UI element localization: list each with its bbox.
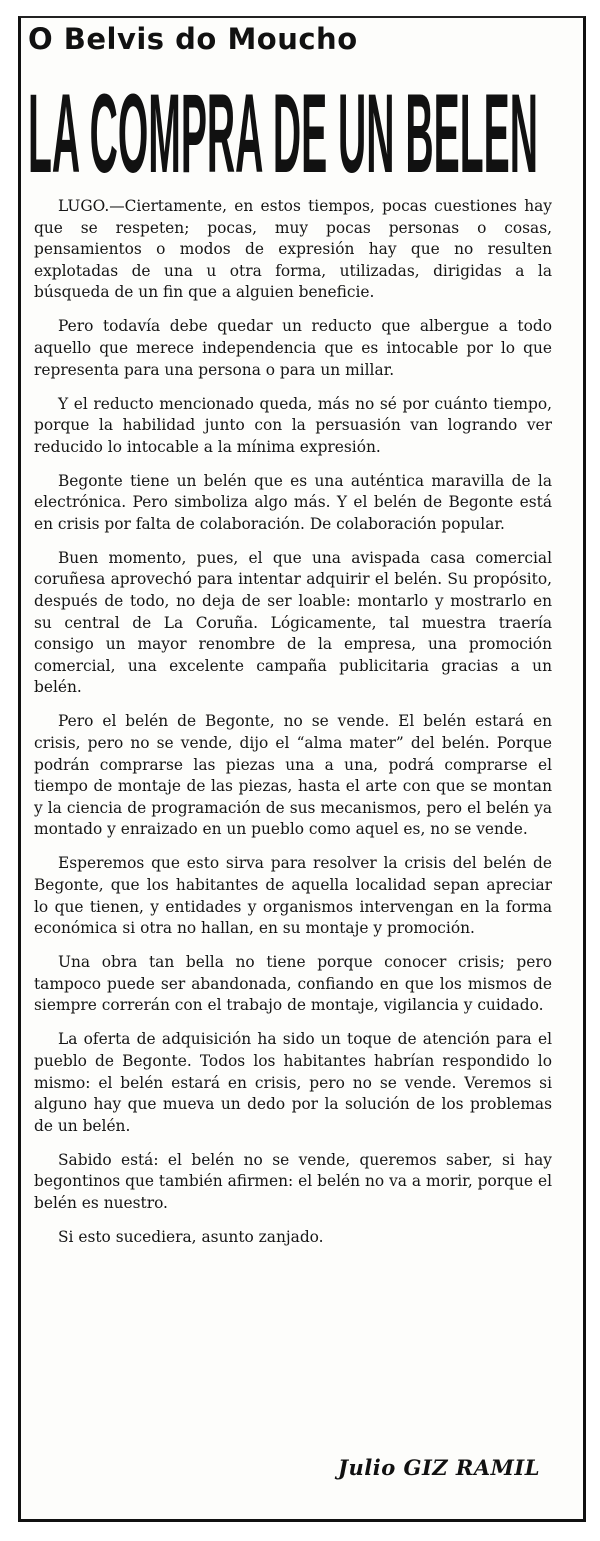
paragraph: Esperemos que esto sirva para resolver la crisis del belén de Begonte, que los habitantes de aquella localidad sepan apreciar lo que tienen, y entidades y organismos intervengan en la forma económica si otra no hallan, en su montaje y promoción. [34,854,552,938]
paragraph: Una obra tan bella no tiene porque conocer crisis; pero tampoco puede ser abandonada, confiando en que los mismos de siempre correrán con el trabajo de montaje, vigilancia y cuidado. [34,953,552,1015]
column-kicker: O Belvis do Moucho [28,22,358,56]
headline-graphic [28,84,538,184]
author-signature: Julio GIZ RAMIL [338,1455,540,1480]
article-body [34,196,552,1256]
paragraph: LUGO.—Ciertamente, en estos tiempos, pocas cuestiones hay que se respeten; pocas, muy pocas personas o cosas, pensamientos o modos de expresión hay que no resulten explotadas de una u otra forma, utilizadas, dirigidas a la búsqueda de un fin que a alguien beneficie. [34,197,552,302]
paragraph: Pero todavía debe quedar un reducto que albergue a todo aquello que merece independencia que es intocable por lo que representa para una persona o para un millar. [34,317,552,379]
headline [28,84,538,184]
paragraph: Sabido está: el belén no se vende, queremos saber, si hay begontinos que también afirmen: el belén no va a morir, porque el belén es nuestro. [34,1150,552,1212]
paragraph: Buen momento, pues, el que una avispada casa comercial coruñesa aprovechó para intentar adquirir el belén. Su propósito, después de todo, no deja de ser loable: montarlo y mostrarlo en su central de La Coruña. Lógicamente, tal muestra traería consigo un mayor renombre de la empresa, una promoción comercial, una excelente campaña publicitaria gracias a un belén. [34,548,552,697]
paragraph: Si esto sucediera, asunto zanjado. [58,1227,324,1246]
paragraph: Y el reducto mencionado queda, más no sé por cuánto tiempo, porque la habilidad junto con la persuasión van logrando ver reducido lo intocable a la mínima expresión. [34,394,552,456]
paragraph: Begonte tiene un belén que es una auténtica maravilla de la electrónica. Pero simboliza algo más. Y el belén de Begonte está en crisis por falta de colaboración. De colaboración popular. [34,471,552,533]
headline-text: LA COMPRA DE UN BELEN [28,84,538,184]
paragraph: La oferta de adquisición ha sido un toque de atención para el pueblo de Begonte. Todos los habitantes habrían respondido lo mismo: el belén estará en crisis, pero no se vende. Veremos si alguno hay que mueva un dedo por la solución de los problemas de un belén. [34,1030,552,1135]
paragraph: Pero el belén de Begonte, no se vende. El belén estará en crisis, pero no se vende, dijo el “alma mater” del belén. Porque podrán comprarse las piezas una a una, podrá comprarse el tiempo de montaje de las piezas, hasta el arte con que se montan y la ciencia de programación de sus mecanismos, pero el belén ya montado y enraizado en un pueblo como aquel es, no se vende. [34,712,552,839]
